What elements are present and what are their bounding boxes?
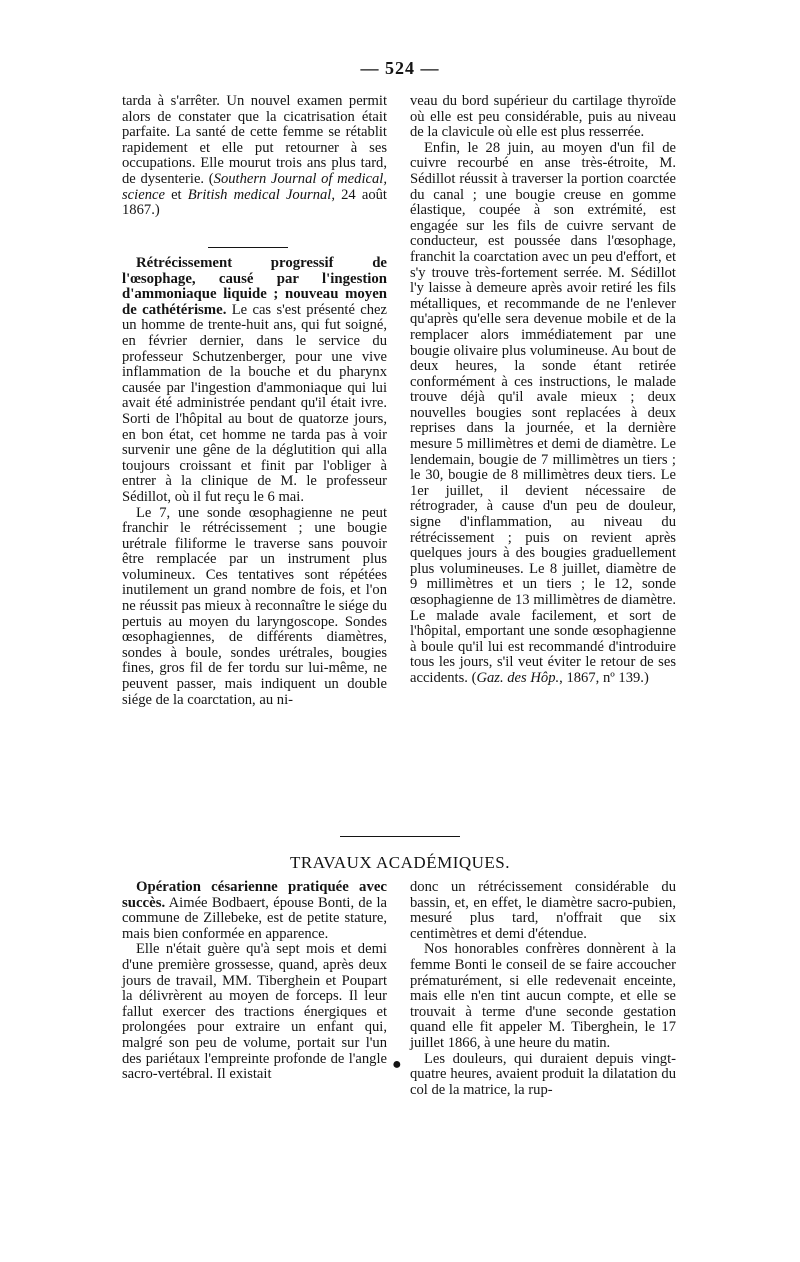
article-heading-oesophagus: Rétrécissement progressif de l'œsophage, causé par l'ingestion d'ammoniaque liquide ; nouveau moyen de cathétérisme. (122, 255, 387, 318)
paragraph-first-delivery: Elle n'était guère qu'à sept mois et demi d'une première grossesse, quand, après deux jours de travail, MM. Tiberghein et Poupart la délivrèrent au moyen de forceps. Il leur fallut exercer des tractions énergiques et prolongées pour extraire un enfant qui, malgré son peu de volume, portait sur l'un des pariétaux l'empreinte profonde de l'angle sacro-vertébral. Il existait (122, 941, 387, 1083)
paragraph-caesarean-intro: Opération césarienne pratiquée avec succès. Aimée Bodbaert, épouse Bonti, de la commune de Zillebeke, est de petite stature, mais bien conformée en apparence. (122, 879, 387, 942)
article-divider (208, 247, 288, 248)
paragraph-second-pregnancy: Nos honorables confrères donnèrent à la femme Bonti le conseil de se faire accoucher prématurément, si elle redevenait enceinte, mais elle n'en tint aucun compte, et elle se trouvait à terme d'une seconde gestation quand elle fit appeler M. Tiberghein, le 17 juillet 1866, à une heure du matin. (410, 941, 676, 1051)
margin-mark: ● (392, 1056, 402, 1073)
paragraph-case-end: tarda à s'arrêter. Un nouvel examen permit alors de constater que la cicatrisation était parfaite. La santé de cette femme se rétablit rapidement et elle put retourner à ses occupations. Elle mourut trois ans plus tard, de dysenterie. (Southern Journal of medical, science et British medical Journal, 24 août 1867.) (122, 93, 387, 219)
paragraph-probe-attempts: Le 7, une sonde œsophagienne ne peut franchir le rétrécissement ; une bougie urétrale filiforme le traverse sans pouvoir être remplacée par un instrument plus volumineux. Ces tentatives sont répétées inutilement un grand nombre de fois, et l'on ne réussit pas mieux à reconnaître le siége du pertuis au moyen du laryngoscope. Sondes œsophagiennes, de différents diamètres, sondes à boule, sondes urétrales, bougies fines, gros fil de fer tordu sur lui-même, ne peuvent passer, mais indiquent un double siége de la coarctation, au ni- (122, 504, 387, 708)
paragraph-sedillot-method: Enfin, le 28 juin, au moyen d'un fil de cuivre recourbé en anse très-étroite, M. Sédillot réussit à traverser la portion coarctée du canal ; une bougie creuse en gomme élastique, coupée à son extrémité, est engagée sur les fils de cuivre servant de conducteur, est poussée dans l'œsophage, franchit la coarctation avec un peu d'effort, et s'y trouve très-fortement serrée. M. Sédillot l'y laisse à demeure après avoir retiré les fils métalliques, et recommande de ne l'enlever qu'après qu'elle sera devenue mobile et de la remplacer alors immédiatement par une bougie olivaire plus volumineuse. Au bout de deux heures, la sonde étant retirée conformément à ces instructions, le malade trouve déjà qu'il avale mieux ; deux nouvelles bougies sont replacées à deux reprises dans la journée, et la dernière mesure 5 millimètres et demi de diamètre. Le lendemain, bougie de 7 millimètres un tiers ; le 30, bougie de 8 millimètres deux tiers. Le 1er juillet, il devient nécessaire de rétrograder, à cause d'un peu de douleur, signe d'inflammation, au niveau du rétrécissement ; puis on revient après quelques jours à des bougies graduellement plus volumineuses. Le 8 juillet, diamètre de 9 millimètres et un tiers ; le 12, sonde œsophagienne de 13 millimètres de diamètre. Le malade avale facilement, et sort de l'hôpital, emportant une sonde œsophagienne à boule qu'il lui est recommandé d'introduire tous les jours, s'il veut éviter le retour de ses accidents. (Gaz. des Hôp., 1867, nº 139.) (410, 139, 676, 686)
paragraph-oesophagus: Rétrécissement progressif de l'œsophage, causé par l'ingestion d'ammoniaque liquide ; nouveau moyen de cathétérisme. Le cas s'est présenté chez un homme de trente-huit ans, qui fut soigné, en février dernier, dans le service du professeur Schutzenberger, pour une vive inflammation de la bouche et du pharynx causée par l'ingestion d'ammoniaque qui lui avait été administrée pendant qu'il était ivre. Sorti de l'hôpital au bout de quatorze jours, en bon état, cet homme ne tarda pas à voir survenir une gêne de la déglutition qui alla toujours croissant et finit par l'obliger à entrer à la clinique de M. le professeur Sédillot, où il fut reçu le 6 mai. (122, 255, 387, 505)
column-top-left-article (122, 256, 387, 708)
section-divider (340, 836, 460, 837)
paragraph-labour: Les douleurs, qui duraient depuis vingt-quatre heures, avaient produit la dilatation du col de la matrice, la rup- (410, 1050, 676, 1098)
article-heading-caesarean: Opération césarienne pratiquée avec succès. (122, 879, 387, 911)
column-top-right (410, 94, 676, 687)
paragraph-pelvis: donc un rétrécissement considérable du bassin, et, en effet, le diamètre sacro-pubien, mesuré plus tard, n'offrait que six centimètres et demi d'étendue. (410, 879, 676, 942)
section-title: TRAVAUX ACADÉMIQUES. (289, 853, 510, 872)
page-number: — 524 — (360, 58, 440, 78)
column-bottom-left (122, 880, 387, 1083)
paragraph-continuation: veau du bord supérieur du cartilage thyroïde où elle est peu considérable, puis au niveau de la clavicule où elle est plus resserrée. (410, 93, 676, 141)
column-bottom-right (410, 880, 676, 1098)
column-top-left (122, 94, 387, 219)
